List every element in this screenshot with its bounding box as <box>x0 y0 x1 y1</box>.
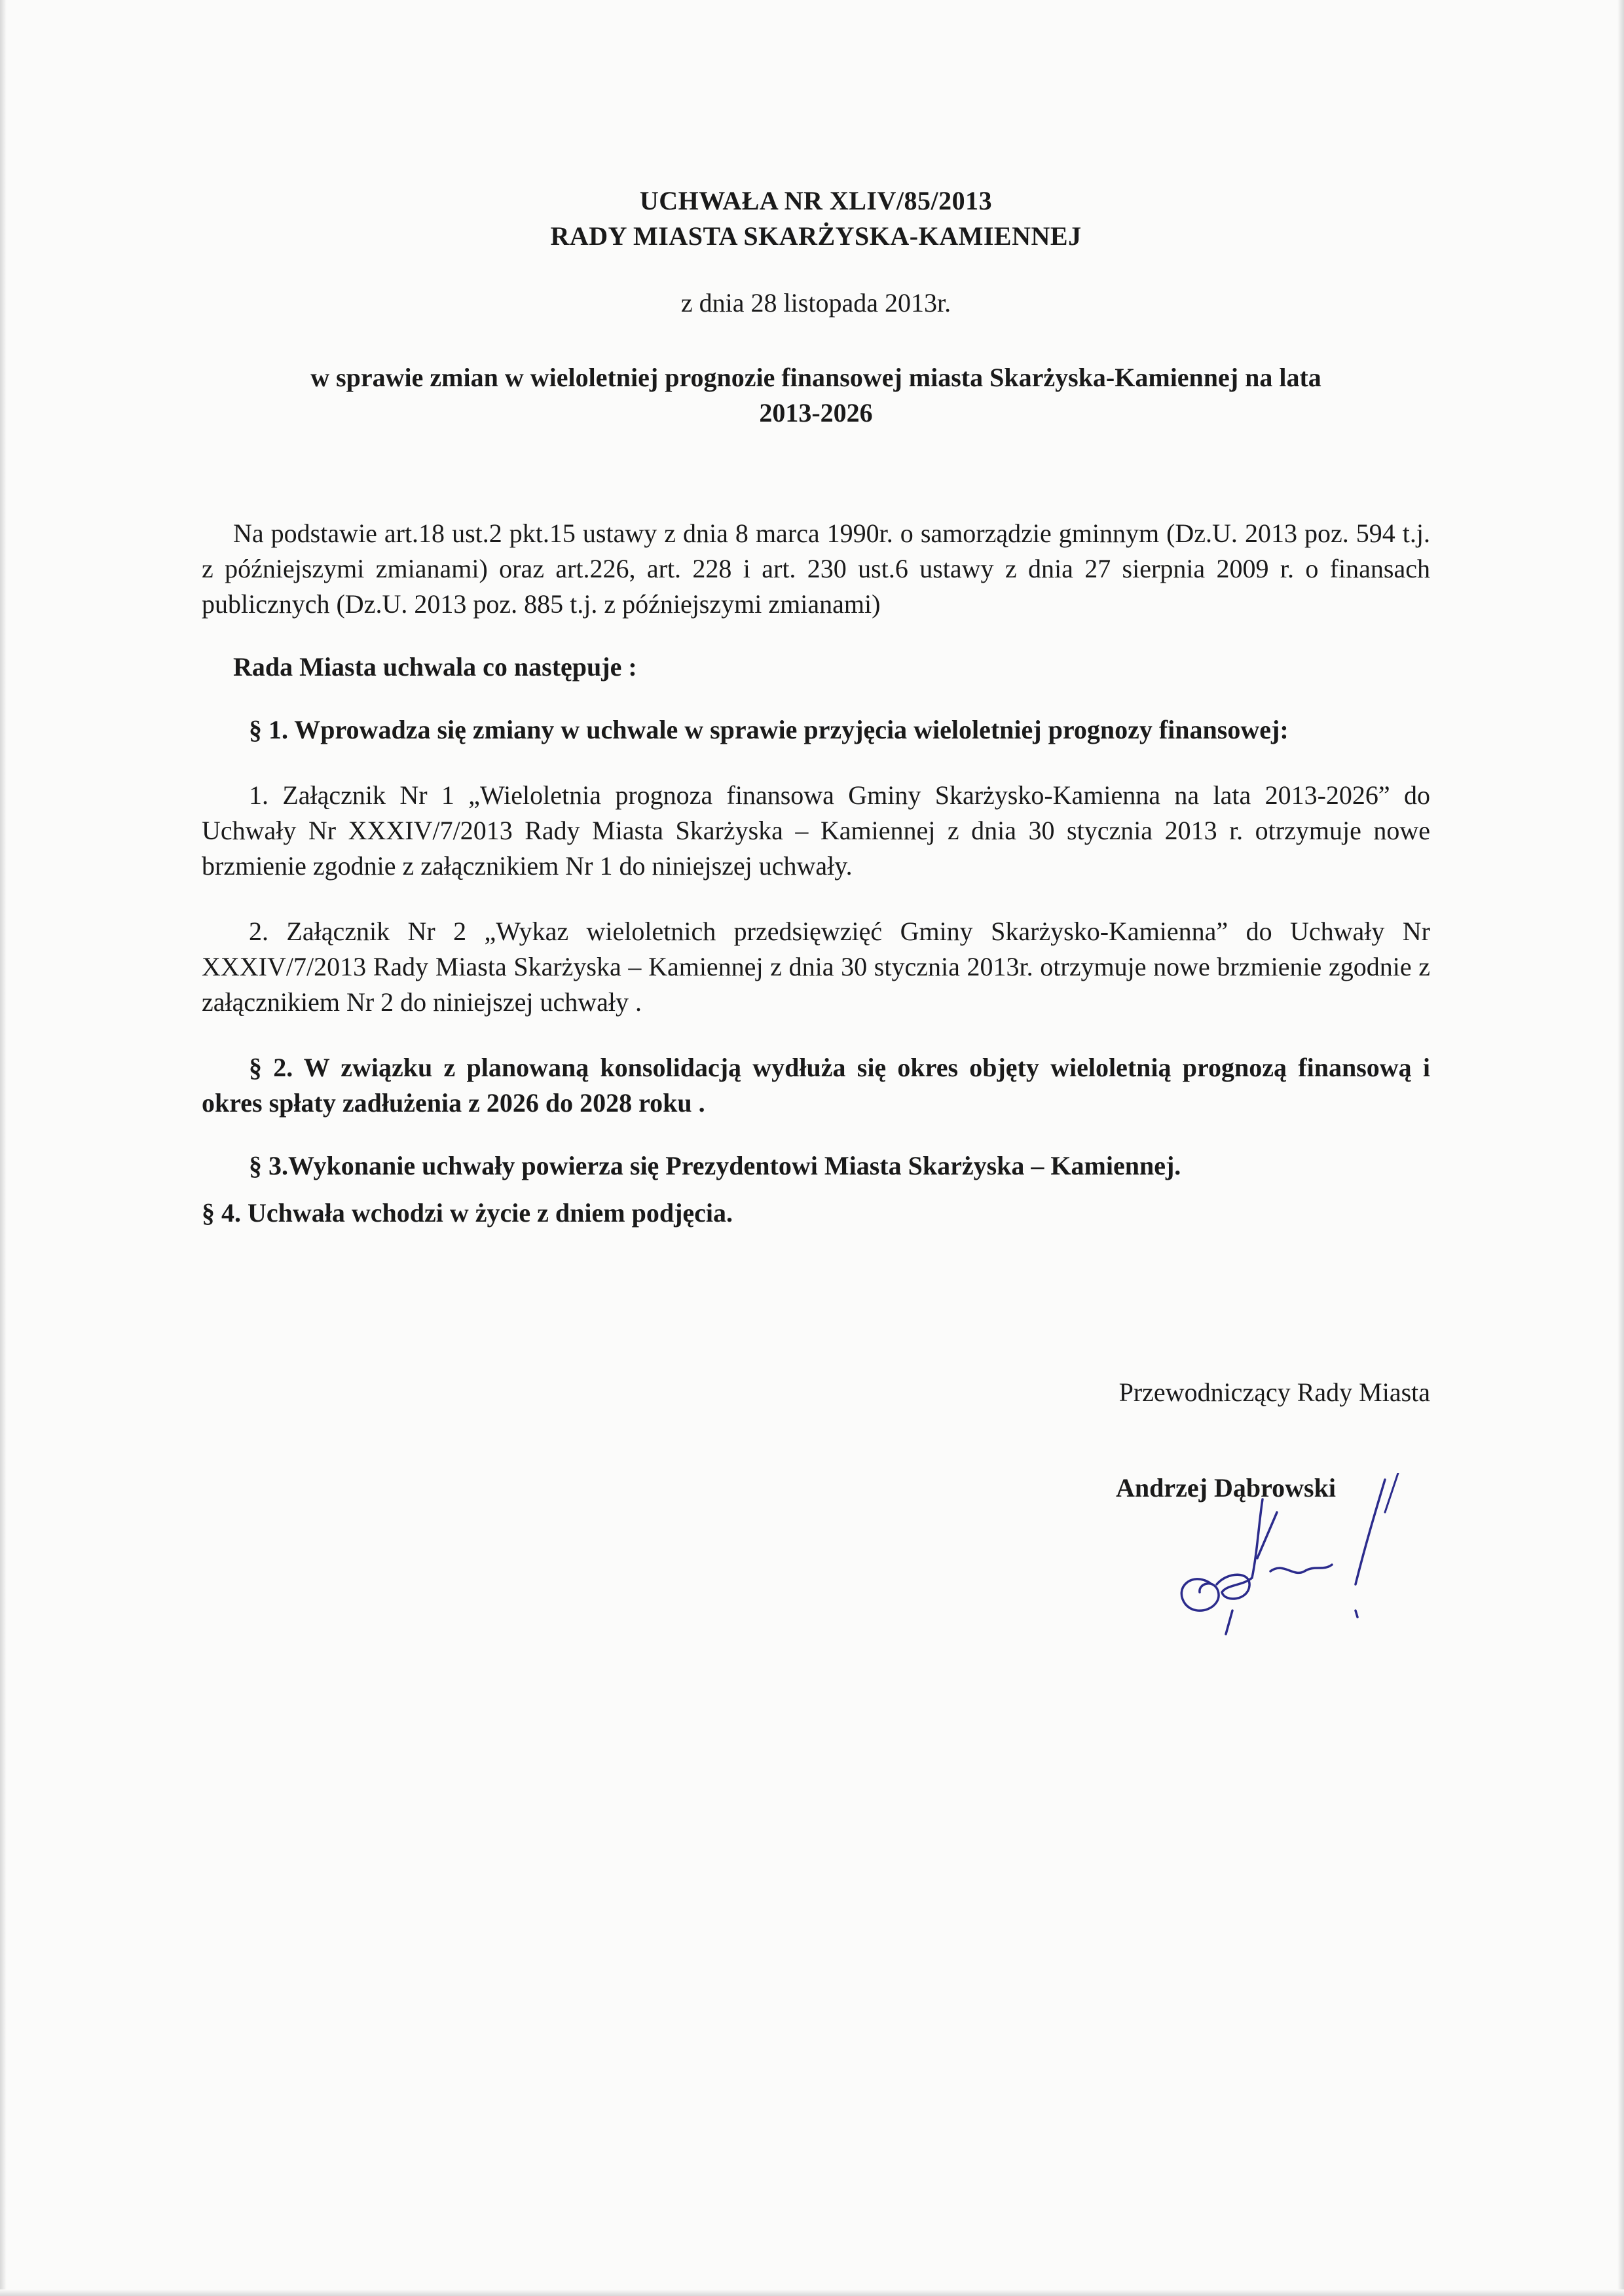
resolution-subject <box>202 360 1430 431</box>
resolution-number: UCHWAŁA NR XLIV/85/2013 <box>639 186 993 215</box>
handwritten-signature <box>1159 1473 1408 1643</box>
paragraph-1-item-2: 2. Załącznik Nr 2 „Wykaz wieloletnich przedsięwzięć Gminy Skarżysko-Kamienna” do Uchwały Nr XXXIV/7/2013 Rady Miasta Skarżyska – Kamiennej z dnia 30 stycznia 2013r. otrzymuje nowe brzmienie zgodnie z załącznikiem Nr 2 do niniejszej uchwały . <box>202 917 1430 1017</box>
legal-basis: Na podstawie art.18 ust.2 pkt.15 ustawy z dnia 8 marca 1990r. o samorządzie gminnym (Dz.U. 2013 poz. 594 t.j. z późniejszymi zmianami) oraz art.226, art. 228 i art. 230 ust.6 ustawy z dnia 27 sierpnia 2009 r. o finansach publicznych (Dz.U. 2013 poz. 885 t.j. z późniejszymi zmianami) <box>202 519 1430 619</box>
scan-edge-bottom <box>0 2289 1624 2296</box>
subject-line-1: w sprawie zmian w wieloletniej prognozie finansowej miasta Skarżyska-Kamiennej na lata <box>310 363 1321 392</box>
resolution-date: z dnia 28 listopada 2013r. <box>680 288 951 318</box>
subject-line-2: 2013-2026 <box>759 398 873 428</box>
paragraph-1: § 1. Wprowadza się zmiany w uchwale w sprawie przyjęcia wieloletniej prognozy finansowej: <box>249 715 1289 744</box>
signatory-title: Przewodniczący Rady Miasta <box>1118 1377 1430 1407</box>
paragraph-1-item-1: 1. Załącznik Nr 1 „Wieloletnia prognoza finansowa Gminy Skarżysko-Kamienna na lata 2013-2026” do Uchwały Nr XXXIV/7/2013 Rady Miasta Skarżyska – Kamiennej z dnia 30 stycznia 2013 r. otrzymuje nowe brzmienie zgodnie z załącznikiem Nr 1 do niniejszej uchwały. <box>202 780 1430 881</box>
paragraph-4: § 4. Uchwała wchodzi w życie z dniem podjęcia. <box>202 1198 733 1228</box>
signatory-name: Andrzej Dąbrowski <box>1116 1473 1336 1503</box>
resolution-intro: Rada Miasta uchwala co następuje : <box>233 652 637 682</box>
document-content <box>202 183 1430 1231</box>
council-name: RADY MIASTA SKARŻYSKA-KAMIENNEJ <box>550 221 1082 251</box>
paragraph-2: § 2. W związku z planowaną konsolidacją wydłuża się okres objęty wieloletnią prognozą finansową i okres spłaty zadłużenia z 2026 do 2028 roku . <box>202 1053 1430 1118</box>
scan-edge-left <box>0 0 7 2296</box>
paragraph-3: § 3.Wykonanie uchwały powierza się Prezydentowi Miasta Skarżyska – Kamiennej. <box>249 1151 1181 1180</box>
scan-edge-right <box>1617 0 1624 2296</box>
